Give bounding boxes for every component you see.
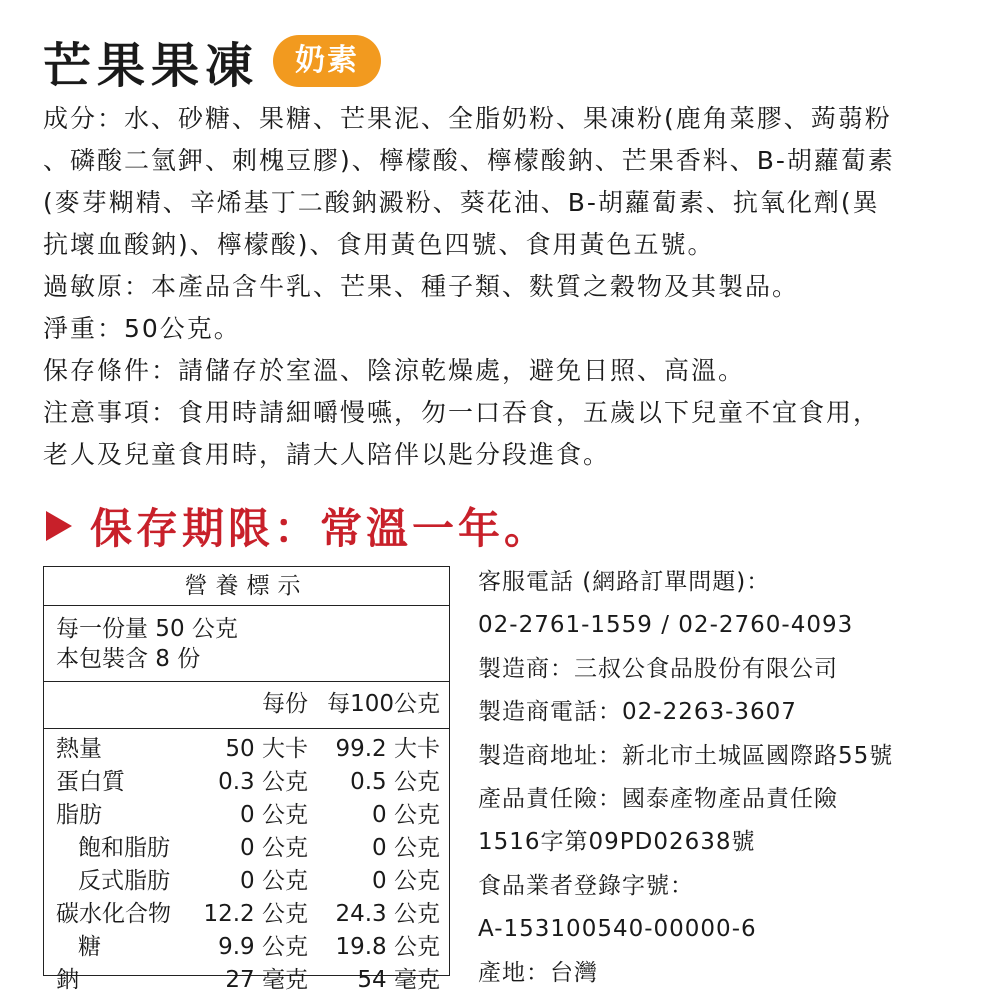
per-100g-value: 0 公克 <box>372 802 440 828</box>
allergen-info: 過敏原：本產品含牛乳、芒果、種子類、麩質之穀物及其製品。 <box>43 272 800 301</box>
nutrient-name: 飽和脂肪 <box>78 835 170 861</box>
per-100g-value: 0 公克 <box>372 868 440 894</box>
ingredients-line: 成分：水、砂糖、果糖、芒果泥、全脂奶粉、果凍粉(鹿角菜膠、蒟蒻粉 <box>43 104 892 133</box>
contact-line: 產品責任險：國泰產物產品責任險 <box>478 786 838 813</box>
nutrition-row <box>44 898 449 931</box>
contact-line: 1516字第09PD02638號 <box>478 829 756 856</box>
per-serving-value: 9.9 公克 <box>218 934 308 960</box>
per-serving-value: 0.3 公克 <box>218 769 308 795</box>
per-100g-value: 0.5 公克 <box>350 769 440 795</box>
serving-size: 每一份量 50 公克 <box>56 616 238 642</box>
per-100g-value: 99.2 大卡 <box>335 736 440 762</box>
nutrition-row <box>44 766 449 799</box>
per-100g-value: 54 毫克 <box>357 967 440 993</box>
ingredients-line: 抗壞血酸鈉)、檸檬酸)、食用黃色四號、食用黃色五號。 <box>43 230 715 259</box>
nutrition-column-headers <box>44 682 449 729</box>
nutrient-name: 蛋白質 <box>56 769 125 795</box>
nutrient-name: 反式脂肪 <box>78 868 170 894</box>
per-serving-value: 0 公克 <box>240 802 308 828</box>
product-title: 芒果果凍 <box>43 37 260 94</box>
ingredients-line: (麥芽糊精、辛烯基丁二酸鈉澱粉、葵花油、B-胡蘿蔔素、抗氧化劑(異 <box>43 188 880 217</box>
nutrition-heading: 營養標示 <box>44 567 449 606</box>
per-serving-value: 27 毫克 <box>225 967 308 993</box>
serving-info <box>44 606 449 682</box>
column-per-100g: 每100公克 <box>327 691 440 717</box>
notice-line: 老人及兒童食用時，請大人陪伴以匙分段進食。 <box>43 440 611 469</box>
nutrition-row <box>44 832 449 865</box>
nutrient-name: 脂肪 <box>56 802 102 828</box>
nutrient-name: 碳水化合物 <box>56 901 171 927</box>
contact-line: 製造商地址：新北市土城區國際路55號 <box>478 742 894 769</box>
nutrient-name: 熱量 <box>56 736 102 762</box>
contact-info <box>478 561 988 995</box>
per-serving-value: 0 公克 <box>240 868 308 894</box>
per-100g-value: 19.8 公克 <box>335 934 440 960</box>
net-weight: 淨重：50公克。 <box>43 314 241 343</box>
contact-line: 02-2761-1559 / 02-2760-4093 <box>478 612 854 639</box>
contact-line: A-153100540-00000-6 <box>478 916 757 943</box>
notice-line: 注意事項：食用時請細嚼慢嚥，勿一口吞食，五歲以下兒童不宜食用， <box>43 398 881 427</box>
contact-line: 製造商電話：02-2263-3607 <box>478 699 797 726</box>
contact-line: 製造商：三叔公食品股份有限公司 <box>478 655 838 682</box>
servings-per-package: 本包裝含 8 份 <box>56 646 201 672</box>
contact-line: 產地：台灣 <box>478 959 598 986</box>
shelf-life-banner <box>46 496 550 556</box>
storage-conditions: 保存條件：請儲存於室溫、陰涼乾燥處，避免日照、高溫。 <box>43 356 746 385</box>
per-serving-value: 0 公克 <box>240 835 308 861</box>
nutrition-row <box>44 964 449 997</box>
nutrition-row <box>44 931 449 964</box>
triangle-bullet-icon <box>46 511 72 541</box>
nutrition-row <box>44 865 449 898</box>
title-row <box>43 24 381 98</box>
diet-badge: 奶素 <box>273 35 381 87</box>
nutrition-table <box>43 566 450 993</box>
nutrition-row <box>44 733 449 766</box>
nutrition-rows <box>44 729 449 997</box>
per-serving-value: 50 大卡 <box>225 736 308 762</box>
nutrition-row <box>44 799 449 832</box>
column-per-serving: 每份 <box>262 691 308 717</box>
per-100g-value: 0 公克 <box>372 835 440 861</box>
nutrient-name: 鈉 <box>56 967 79 993</box>
per-100g-value: 24.3 公克 <box>335 901 440 927</box>
contact-line: 食品業者登錄字號： <box>478 872 694 899</box>
ingredients-line: 、磷酸二氫鉀、刺槐豆膠)、檸檬酸、檸檬酸鈉、芒果香料、B-胡蘿蔔素 <box>43 146 895 175</box>
shelf-life-text: 保存期限：常溫一年。 <box>90 504 551 553</box>
product-info <box>43 98 973 476</box>
contact-line: 客服電話 (網路訂單問題)： <box>478 569 771 595</box>
per-serving-value: 12.2 公克 <box>203 901 308 927</box>
nutrient-name: 糖 <box>78 934 101 960</box>
